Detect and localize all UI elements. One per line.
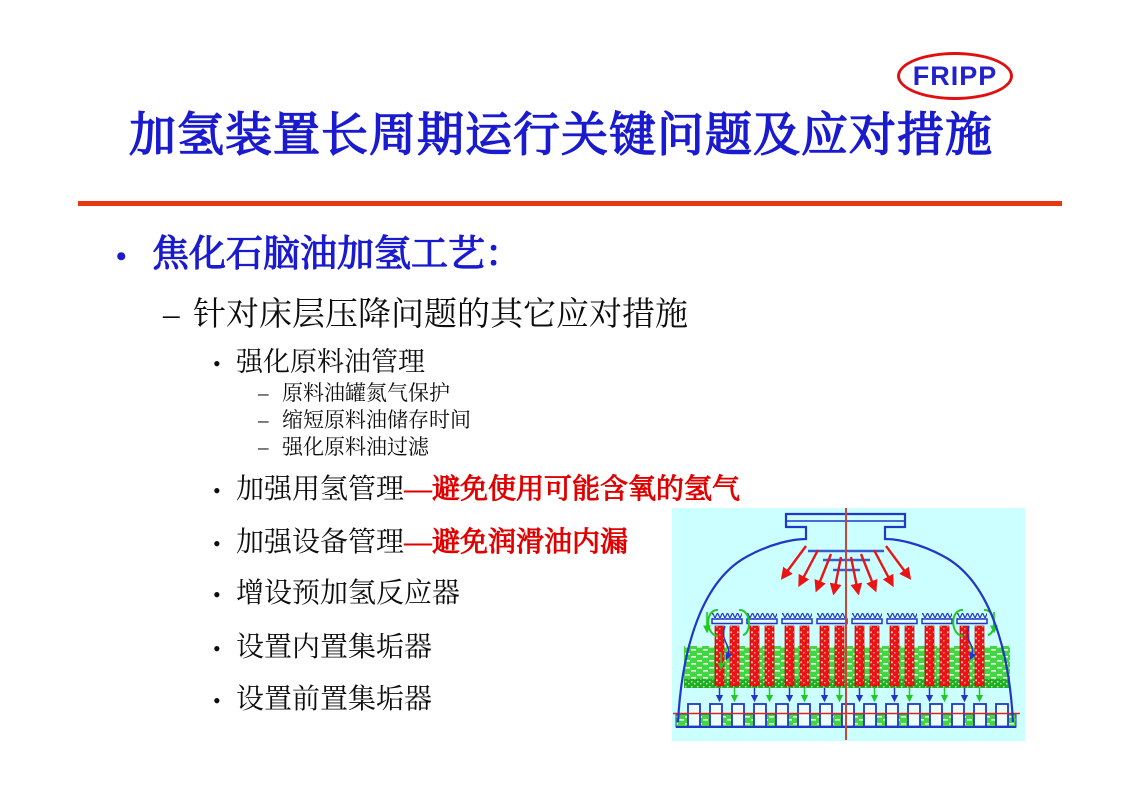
bubble-cap-riser [710,704,722,727]
fripp-logo [897,52,1013,100]
bullet-dot: • [213,351,221,376]
bubble-cap-riser [996,704,1008,727]
feed-subitem-text: 缩短原料油储存时间 [282,408,471,432]
bullet-dot: • [213,636,221,661]
measure-line [213,577,460,611]
reactor-internals-diagram [672,508,1025,741]
bubble-cap-riser [842,704,854,727]
tray-support-bar [922,619,952,624]
scale-basket [890,626,899,686]
bubble-cap-riser [930,704,942,727]
scale-basket [940,626,949,686]
fripp-logo-text: FRIPP [912,60,998,91]
section-text: 针对床层压降问题的其它应对措施 [193,297,688,333]
tray-support-bar [782,619,812,624]
scale-basket [925,626,934,686]
dash-marker: – [258,381,269,405]
topic-line [116,233,522,277]
bullet-dot: • [213,582,221,607]
bullet-dot: • [213,478,221,503]
scale-basket [730,626,739,686]
feed-subitem [258,381,450,406]
tray-zigzag-screen [887,613,917,619]
bubble-cap-riser [820,704,832,727]
tray-support-bar [852,619,882,624]
feed-mgmt-text: 强化原料油管理 [236,347,425,377]
tray-support-bar [957,619,987,624]
bullet-dot: • [116,240,127,273]
scale-basket [870,626,879,686]
dash-marker: – [258,435,269,459]
bubble-cap-riser [754,704,766,727]
scale-basket [800,626,809,686]
topic-text: 焦化石脑油加氢工艺： [152,234,522,275]
scale-basket [785,626,794,686]
tray-zigzag-screen [852,613,882,619]
hydrogen-mgmt-line [213,473,740,507]
page-title: 加氢装置长周期运行关键问题及应对措施 [129,110,993,162]
measure-line [213,631,432,665]
scale-basket [750,626,759,686]
measure-text: 设置内置集垢器 [236,632,433,663]
section-line [163,296,688,336]
equipment-mgmt-line [213,526,628,560]
tray-zigzag-screen [957,613,987,619]
feed-subitem [258,408,471,433]
scale-basket [975,626,984,686]
scale-basket [905,626,914,686]
dash-marker: – [163,297,180,333]
dash-marker: – [258,408,269,432]
scale-basket [820,626,829,686]
bubble-cap-riser [864,704,876,727]
tray-zigzag-screen [712,613,742,619]
feed-subitem-text: 强化原料油过滤 [282,435,429,459]
hydrogen-mgmt-text: 加强用氢管理 [236,474,405,505]
bubble-cap-riser [974,704,986,727]
feed-subitem [258,435,429,460]
bullet-dot: • [213,688,221,713]
bullet-dot: • [213,531,221,556]
scale-basket [765,626,774,686]
bubble-cap-riser [952,704,964,727]
tray-support-bar [817,619,847,624]
tray-zigzag-screen [817,613,847,619]
title-divider-rule [78,201,1062,206]
measure-line [213,683,432,717]
tray-support-bar [747,619,777,624]
tray-zigzag-screen [922,613,952,619]
tray-zigzag-screen [747,613,777,619]
measure-text: 设置前置集垢器 [236,684,433,715]
bubble-cap-riser [688,704,700,727]
bubble-cap-riser [908,704,920,727]
tray-zigzag-screen [782,613,812,619]
bubble-cap-riser [776,704,788,727]
bubble-cap-riser [732,704,744,727]
feed-mgmt-line [213,346,425,378]
tray-support-bar [712,619,742,624]
bubble-cap-riser [798,704,810,727]
scale-basket [855,626,864,686]
scale-basket [835,626,844,686]
equipment-mgmt-text: 加强设备管理 [236,527,405,558]
feed-subitem-text: 原料油罐氮气保护 [282,381,450,405]
measure-text: 增设预加氢反应器 [236,578,461,609]
bubble-cap-riser [886,704,898,727]
hydrogen-mgmt-highlight: —避免使用可能含氧的氢气 [404,474,741,505]
equipment-mgmt-highlight: —避免润滑油内漏 [404,527,629,558]
tray-support-bar [887,619,917,624]
